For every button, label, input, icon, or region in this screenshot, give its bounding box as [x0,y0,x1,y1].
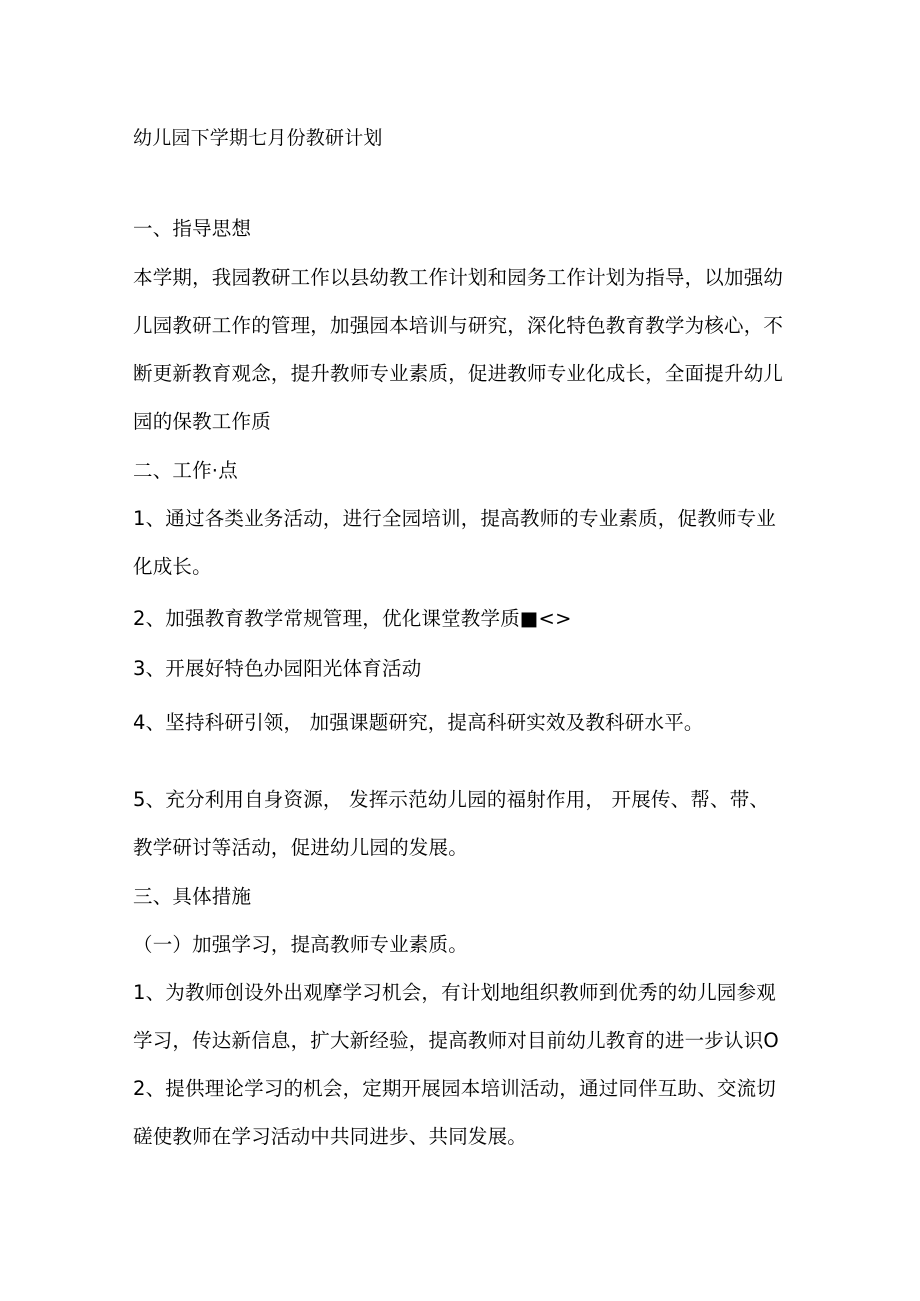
list-item-line: 1、为教师创设外出观摩学习机会，有计划地组织教师到优秀的幼儿园参观 [133,981,777,1004]
list-item-line: 学习，传达新信息，扩大新经验，提高教师对目前幼儿教育的进一步认识O [133,1029,779,1052]
list-item-line: 2、提供理论学习的机会，定期开展园本培训活动，通过同伴互助、交流切 [133,1077,777,1100]
paragraph-line: 园的保教工作质 [133,410,271,433]
list-item-line: 教学研讨等活动，促进幼儿园的发展。 [133,836,468,859]
paragraph-line: 儿园教研工作的管理，加强园本培训与研究，深化特色教育教学为核心，不 [133,314,784,337]
list-item-line: 5、充分利用自身资源， 发挥示范幼儿园的福射作用， 开展传、帮、带、 [133,788,770,811]
document-title: 幼儿园下学期七月份教研计划 [133,127,383,149]
list-item-line: 化成长。 [133,555,212,578]
list-item: 2、加强教育教学常规管理，优化课堂教学质■<> [133,607,572,630]
paragraph-line: 断更新教育观念，提升教师专业素质，促进教师专业化成长，全面提升幼儿 [133,362,784,385]
list-item-line: 1、通过各类业务活动，进行全园培训，提高教师的专业素质，促教师专业 [133,507,777,530]
list-item: 3、开展好特色办园阳光体育活动 [133,657,422,680]
list-item: 4、坚持科研引领， 加强课题研究，提高科研实效及教科研水平。 [133,711,704,734]
subsection-heading: （一）加强学习，提高教师专业素质。 [133,933,468,956]
section-heading-guiding-ideology: 一、指导思想 [133,217,252,240]
paragraph-line: 本学期，我园教研工作以县幼教工作计划和园务工作计划为指导，以加强幼 [133,266,784,289]
list-item-line: 磋使教师在学习活动中共同进步、共同发展。 [133,1125,528,1148]
section-heading-measures: 三、具体措施 [133,885,252,908]
section-heading-work-focus: 二、工作·点 [133,459,238,482]
